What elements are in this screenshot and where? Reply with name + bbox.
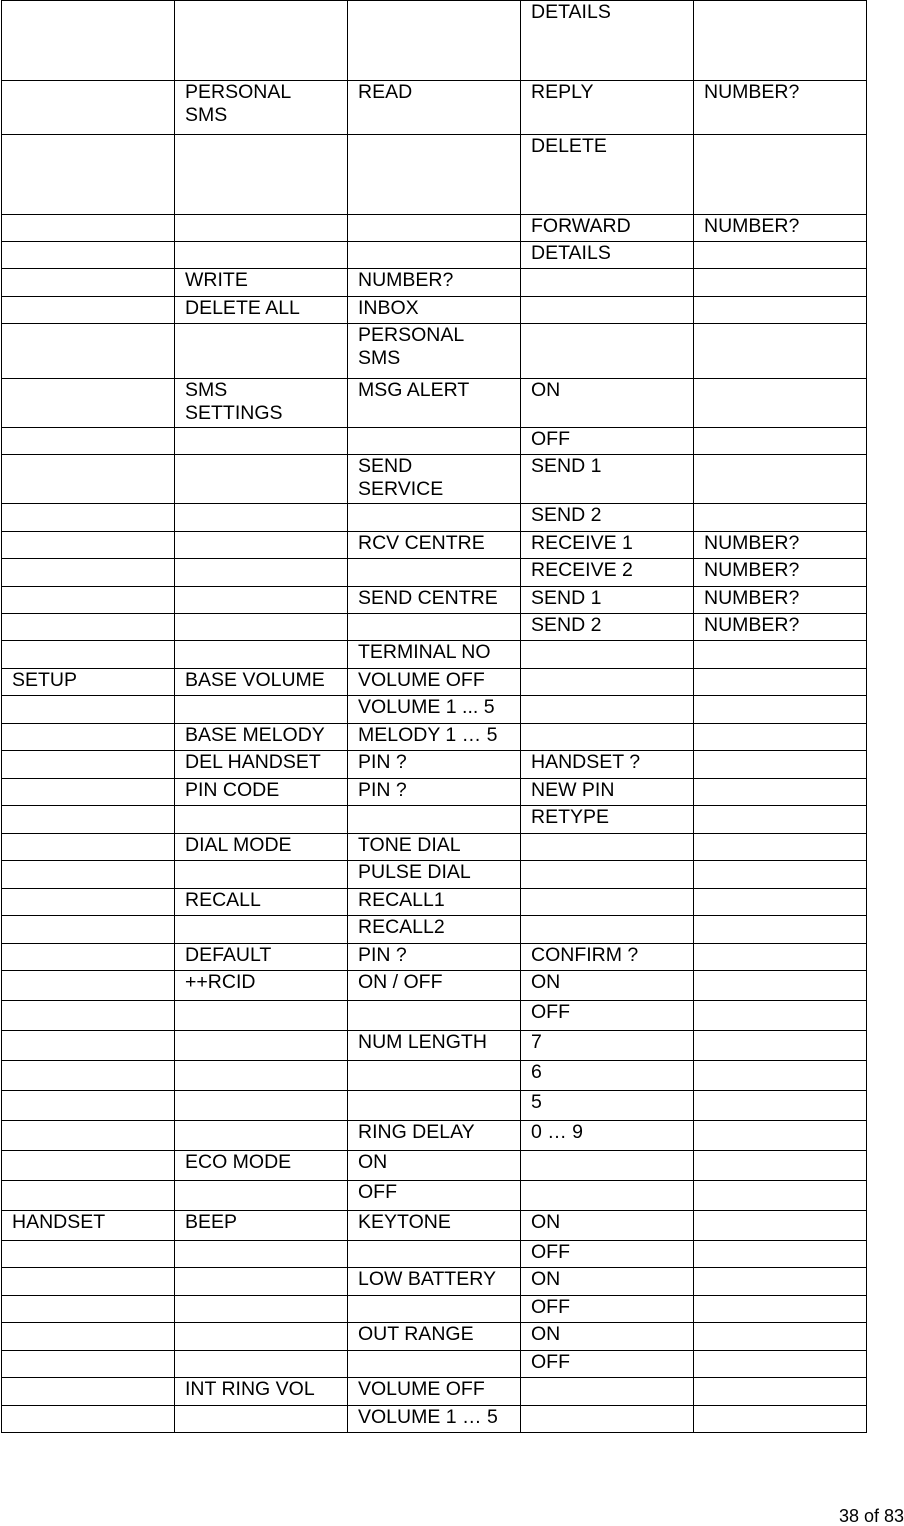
table-cell: MSG ALERT xyxy=(348,379,521,428)
table-cell: VOLUME 1 ... 5 xyxy=(348,696,521,724)
table-cell xyxy=(2,971,175,1001)
table-cell xyxy=(694,1091,867,1121)
table-row xyxy=(2,1181,867,1211)
table-row xyxy=(2,806,867,834)
table-cell xyxy=(2,1121,175,1151)
table-cell xyxy=(2,1061,175,1091)
table-cell xyxy=(175,455,348,504)
table-cell: OFF xyxy=(521,1351,694,1378)
table-cell: INT RING VOL xyxy=(175,1378,348,1406)
table-row xyxy=(2,297,867,324)
table-cell: NUMBER? xyxy=(348,269,521,297)
table-row xyxy=(2,135,867,215)
table-cell xyxy=(175,861,348,889)
table-cell xyxy=(2,1406,175,1433)
table-cell xyxy=(175,324,348,379)
table-cell: HANDSET ? xyxy=(521,751,694,779)
table-cell xyxy=(521,1378,694,1406)
table-row xyxy=(2,669,867,696)
table-row xyxy=(2,1121,867,1151)
table-cell xyxy=(2,379,175,428)
table-cell xyxy=(2,806,175,834)
table-cell: FORWARD xyxy=(521,215,694,242)
table-cell: 7 xyxy=(521,1031,694,1061)
table-cell xyxy=(175,1406,348,1433)
table-cell xyxy=(175,806,348,834)
table-cell: OFF xyxy=(521,1241,694,1268)
table-cell xyxy=(2,587,175,614)
table-cell: PIN ? xyxy=(348,779,521,806)
table-row xyxy=(2,1091,867,1121)
table-cell xyxy=(2,1241,175,1268)
table-cell: RECALL xyxy=(175,889,348,916)
table-cell: DIAL MODE xyxy=(175,834,348,861)
table-cell: PULSE DIAL xyxy=(348,861,521,889)
table-cell: RECEIVE 1 xyxy=(521,532,694,559)
table-cell xyxy=(521,324,694,379)
table-cell: READ xyxy=(348,81,521,135)
table-row xyxy=(2,428,867,455)
table-cell xyxy=(175,242,348,269)
table-cell xyxy=(694,379,867,428)
table-cell xyxy=(694,751,867,779)
table-cell xyxy=(175,1091,348,1121)
table-cell xyxy=(348,559,521,587)
table-cell xyxy=(694,779,867,806)
table-cell: BASE VOLUME xyxy=(175,669,348,696)
table-row xyxy=(2,324,867,379)
table-cell xyxy=(2,1378,175,1406)
table-cell xyxy=(694,669,867,696)
table-cell xyxy=(521,1406,694,1433)
table-cell: OFF xyxy=(348,1181,521,1211)
table-cell xyxy=(521,1151,694,1181)
table-cell xyxy=(694,1296,867,1323)
table-cell xyxy=(175,135,348,215)
table-cell xyxy=(348,1296,521,1323)
table-cell xyxy=(694,297,867,324)
table-row xyxy=(2,696,867,724)
table-cell: 6 xyxy=(521,1061,694,1091)
table-cell xyxy=(2,916,175,944)
table-cell: NUM LENGTH xyxy=(348,1031,521,1061)
table-cell: OFF xyxy=(521,1296,694,1323)
table-cell xyxy=(694,1121,867,1151)
table-cell: NUMBER? xyxy=(694,532,867,559)
table-cell xyxy=(175,614,348,641)
table-cell: CONFIRM ? xyxy=(521,944,694,971)
table-cell xyxy=(175,1061,348,1091)
table-row xyxy=(2,269,867,297)
table-cell xyxy=(2,944,175,971)
table-row xyxy=(2,724,867,751)
table-cell: NUMBER? xyxy=(694,587,867,614)
table-cell: TONE DIAL xyxy=(348,834,521,861)
table-cell xyxy=(521,861,694,889)
table-cell: PIN ? xyxy=(348,944,521,971)
table-cell xyxy=(694,1031,867,1061)
table-cell xyxy=(694,269,867,297)
table-cell xyxy=(2,1091,175,1121)
table-cell: RECALL1 xyxy=(348,889,521,916)
table-cell xyxy=(348,614,521,641)
table-cell xyxy=(348,1001,521,1031)
table-cell xyxy=(694,1351,867,1378)
table-row xyxy=(2,641,867,669)
table-cell xyxy=(694,1268,867,1296)
table-cell: SEND CENTRE xyxy=(348,587,521,614)
table-cell xyxy=(2,428,175,455)
table-row xyxy=(2,559,867,587)
table-row xyxy=(2,1351,867,1378)
table-cell xyxy=(694,1406,867,1433)
table-cell: DETAILS xyxy=(521,242,694,269)
table-cell: ON / OFF xyxy=(348,971,521,1001)
table-cell xyxy=(2,1323,175,1351)
table-cell: VOLUME OFF xyxy=(348,1378,521,1406)
table-cell xyxy=(175,1,348,81)
table-cell xyxy=(348,806,521,834)
table-cell: ON xyxy=(521,379,694,428)
table-cell: PIN CODE xyxy=(175,779,348,806)
table-cell xyxy=(2,269,175,297)
table-cell xyxy=(348,1351,521,1378)
table-cell: 5 xyxy=(521,1091,694,1121)
table-cell xyxy=(175,1268,348,1296)
table-cell xyxy=(175,587,348,614)
table-cell xyxy=(521,696,694,724)
table-cell: NUMBER? xyxy=(694,559,867,587)
table-cell xyxy=(694,1323,867,1351)
table-row xyxy=(2,889,867,916)
table-cell: SEND 1 xyxy=(521,587,694,614)
table-cell xyxy=(175,1031,348,1061)
table-cell xyxy=(2,614,175,641)
table-cell: KEYTONE xyxy=(348,1211,521,1241)
table-cell: NUMBER? xyxy=(694,614,867,641)
table-cell: PERSONAL SMS xyxy=(348,324,521,379)
table-cell xyxy=(2,724,175,751)
table-row xyxy=(2,751,867,779)
table-cell xyxy=(694,834,867,861)
table-cell xyxy=(175,1001,348,1031)
table-cell: PERSONAL SMS xyxy=(175,81,348,135)
table-cell: SEND 2 xyxy=(521,614,694,641)
table-row xyxy=(2,971,867,1001)
table-cell: ON xyxy=(521,971,694,1001)
table-cell xyxy=(2,1351,175,1378)
table-cell: ++RCID xyxy=(175,971,348,1001)
table-cell: NUMBER? xyxy=(694,81,867,135)
table-cell xyxy=(175,215,348,242)
table-cell: DETAILS xyxy=(521,1,694,81)
table-cell xyxy=(694,428,867,455)
table-row xyxy=(2,1296,867,1323)
table-row xyxy=(2,1031,867,1061)
table-cell xyxy=(348,135,521,215)
table-cell xyxy=(2,135,175,215)
table-cell: DELETE xyxy=(521,135,694,215)
table-cell xyxy=(694,724,867,751)
table-cell xyxy=(2,889,175,916)
table-row xyxy=(2,379,867,428)
table-cell xyxy=(521,834,694,861)
table-cell xyxy=(2,641,175,669)
table-cell: SEND 2 xyxy=(521,504,694,532)
table-cell xyxy=(175,916,348,944)
table-cell xyxy=(2,504,175,532)
table-cell: ON xyxy=(521,1268,694,1296)
table-row xyxy=(2,834,867,861)
table-cell xyxy=(2,455,175,504)
table-cell xyxy=(521,1181,694,1211)
table-cell xyxy=(694,696,867,724)
table-row xyxy=(2,1323,867,1351)
table-cell xyxy=(175,1121,348,1151)
table-cell: DEFAULT xyxy=(175,944,348,971)
table-cell: VOLUME OFF xyxy=(348,669,521,696)
table-cell xyxy=(694,861,867,889)
table-cell xyxy=(348,215,521,242)
table-row xyxy=(2,944,867,971)
table-row xyxy=(2,779,867,806)
table-cell xyxy=(2,1151,175,1181)
table-row xyxy=(2,532,867,559)
table-cell xyxy=(348,428,521,455)
table-row xyxy=(2,587,867,614)
table-cell xyxy=(521,724,694,751)
table-cell xyxy=(175,532,348,559)
table-cell xyxy=(2,559,175,587)
table-cell xyxy=(694,324,867,379)
menu-structure-table xyxy=(1,0,867,1433)
table-cell: RECALL2 xyxy=(348,916,521,944)
table-cell xyxy=(2,861,175,889)
table-cell xyxy=(348,1241,521,1268)
table-cell xyxy=(175,1351,348,1378)
table-row xyxy=(2,916,867,944)
table-cell xyxy=(694,944,867,971)
table-row xyxy=(2,215,867,242)
table-cell xyxy=(694,1,867,81)
table-cell: SMS SETTINGS xyxy=(175,379,348,428)
table-cell: BEEP xyxy=(175,1211,348,1241)
table-cell: WRITE xyxy=(175,269,348,297)
table-cell: DELETE ALL xyxy=(175,297,348,324)
table-cell: NUMBER? xyxy=(694,215,867,242)
page-number: 38 of 83 xyxy=(838,1506,904,1526)
table-cell xyxy=(694,1001,867,1031)
table-cell xyxy=(2,324,175,379)
table-cell xyxy=(694,641,867,669)
table-cell: INBOX xyxy=(348,297,521,324)
table-cell: RETYPE xyxy=(521,806,694,834)
table-cell xyxy=(521,269,694,297)
table-cell xyxy=(2,1,175,81)
table-cell xyxy=(521,641,694,669)
table-cell xyxy=(175,428,348,455)
table-cell: DEL HANDSET xyxy=(175,751,348,779)
table-cell xyxy=(2,1268,175,1296)
table-cell: RING DELAY xyxy=(348,1121,521,1151)
table-cell xyxy=(694,504,867,532)
table-cell: BASE MELODY xyxy=(175,724,348,751)
table-row xyxy=(2,1378,867,1406)
table-cell xyxy=(2,81,175,135)
table-cell: ECO MODE xyxy=(175,1151,348,1181)
table-cell: HANDSET xyxy=(2,1211,175,1241)
table-row xyxy=(2,81,867,135)
table-row xyxy=(2,1001,867,1031)
table-row xyxy=(2,1406,867,1433)
table-cell xyxy=(2,696,175,724)
table-cell xyxy=(348,242,521,269)
table-row xyxy=(2,614,867,641)
table-cell xyxy=(2,215,175,242)
table-cell xyxy=(2,751,175,779)
table-row xyxy=(2,1268,867,1296)
table-cell xyxy=(2,834,175,861)
table-cell xyxy=(2,1181,175,1211)
table-cell: OFF xyxy=(521,428,694,455)
table-cell xyxy=(175,1323,348,1351)
table-cell: SEND SERVICE xyxy=(348,455,521,504)
table-cell xyxy=(694,1241,867,1268)
table-cell xyxy=(694,806,867,834)
table-cell xyxy=(2,532,175,559)
table-cell: ON xyxy=(348,1151,521,1181)
table-cell xyxy=(175,641,348,669)
table-cell xyxy=(2,1001,175,1031)
table-row xyxy=(2,1151,867,1181)
table-cell xyxy=(694,455,867,504)
table-cell xyxy=(348,1091,521,1121)
table-cell: SETUP xyxy=(2,669,175,696)
table-cell xyxy=(694,1181,867,1211)
menu-table-body xyxy=(2,1,867,1433)
table-cell xyxy=(175,559,348,587)
table-cell xyxy=(348,1,521,81)
table-cell: NEW PIN xyxy=(521,779,694,806)
table-cell: RCV CENTRE xyxy=(348,532,521,559)
table-cell xyxy=(521,889,694,916)
table-cell: ON xyxy=(521,1323,694,1351)
table-cell xyxy=(2,1031,175,1061)
table-cell xyxy=(2,779,175,806)
table-cell xyxy=(348,1061,521,1091)
table-cell xyxy=(694,135,867,215)
table-row xyxy=(2,1241,867,1268)
table-row xyxy=(2,1211,867,1241)
table-cell xyxy=(694,916,867,944)
table-cell: SEND 1 xyxy=(521,455,694,504)
table-cell: TERMINAL NO xyxy=(348,641,521,669)
table-cell: VOLUME 1 … 5 xyxy=(348,1406,521,1433)
table-cell xyxy=(694,889,867,916)
table-cell xyxy=(521,916,694,944)
table-cell xyxy=(2,297,175,324)
table-cell xyxy=(694,242,867,269)
table-cell: REPLY xyxy=(521,81,694,135)
table-cell xyxy=(521,297,694,324)
table-row xyxy=(2,455,867,504)
table-cell xyxy=(694,1378,867,1406)
table-cell: MELODY 1 … 5 xyxy=(348,724,521,751)
table-cell: OUT RANGE xyxy=(348,1323,521,1351)
table-cell: ON xyxy=(521,1211,694,1241)
table-row xyxy=(2,504,867,532)
table-cell xyxy=(694,971,867,1001)
table-cell xyxy=(521,669,694,696)
table-cell: OFF xyxy=(521,1001,694,1031)
table-cell: 0 … 9 xyxy=(521,1121,694,1151)
table-cell xyxy=(175,696,348,724)
table-row xyxy=(2,861,867,889)
table-cell xyxy=(2,1296,175,1323)
table-cell: LOW BATTERY xyxy=(348,1268,521,1296)
table-cell xyxy=(694,1061,867,1091)
table-cell: PIN ? xyxy=(348,751,521,779)
table-cell xyxy=(694,1211,867,1241)
table-row xyxy=(2,1,867,81)
table-cell xyxy=(175,504,348,532)
table-cell xyxy=(175,1181,348,1211)
table-cell xyxy=(2,242,175,269)
table-cell xyxy=(175,1241,348,1268)
table-row xyxy=(2,242,867,269)
table-cell xyxy=(175,1296,348,1323)
table-row xyxy=(2,1061,867,1091)
table-cell: RECEIVE 2 xyxy=(521,559,694,587)
table-cell xyxy=(348,504,521,532)
table-cell xyxy=(694,1151,867,1181)
